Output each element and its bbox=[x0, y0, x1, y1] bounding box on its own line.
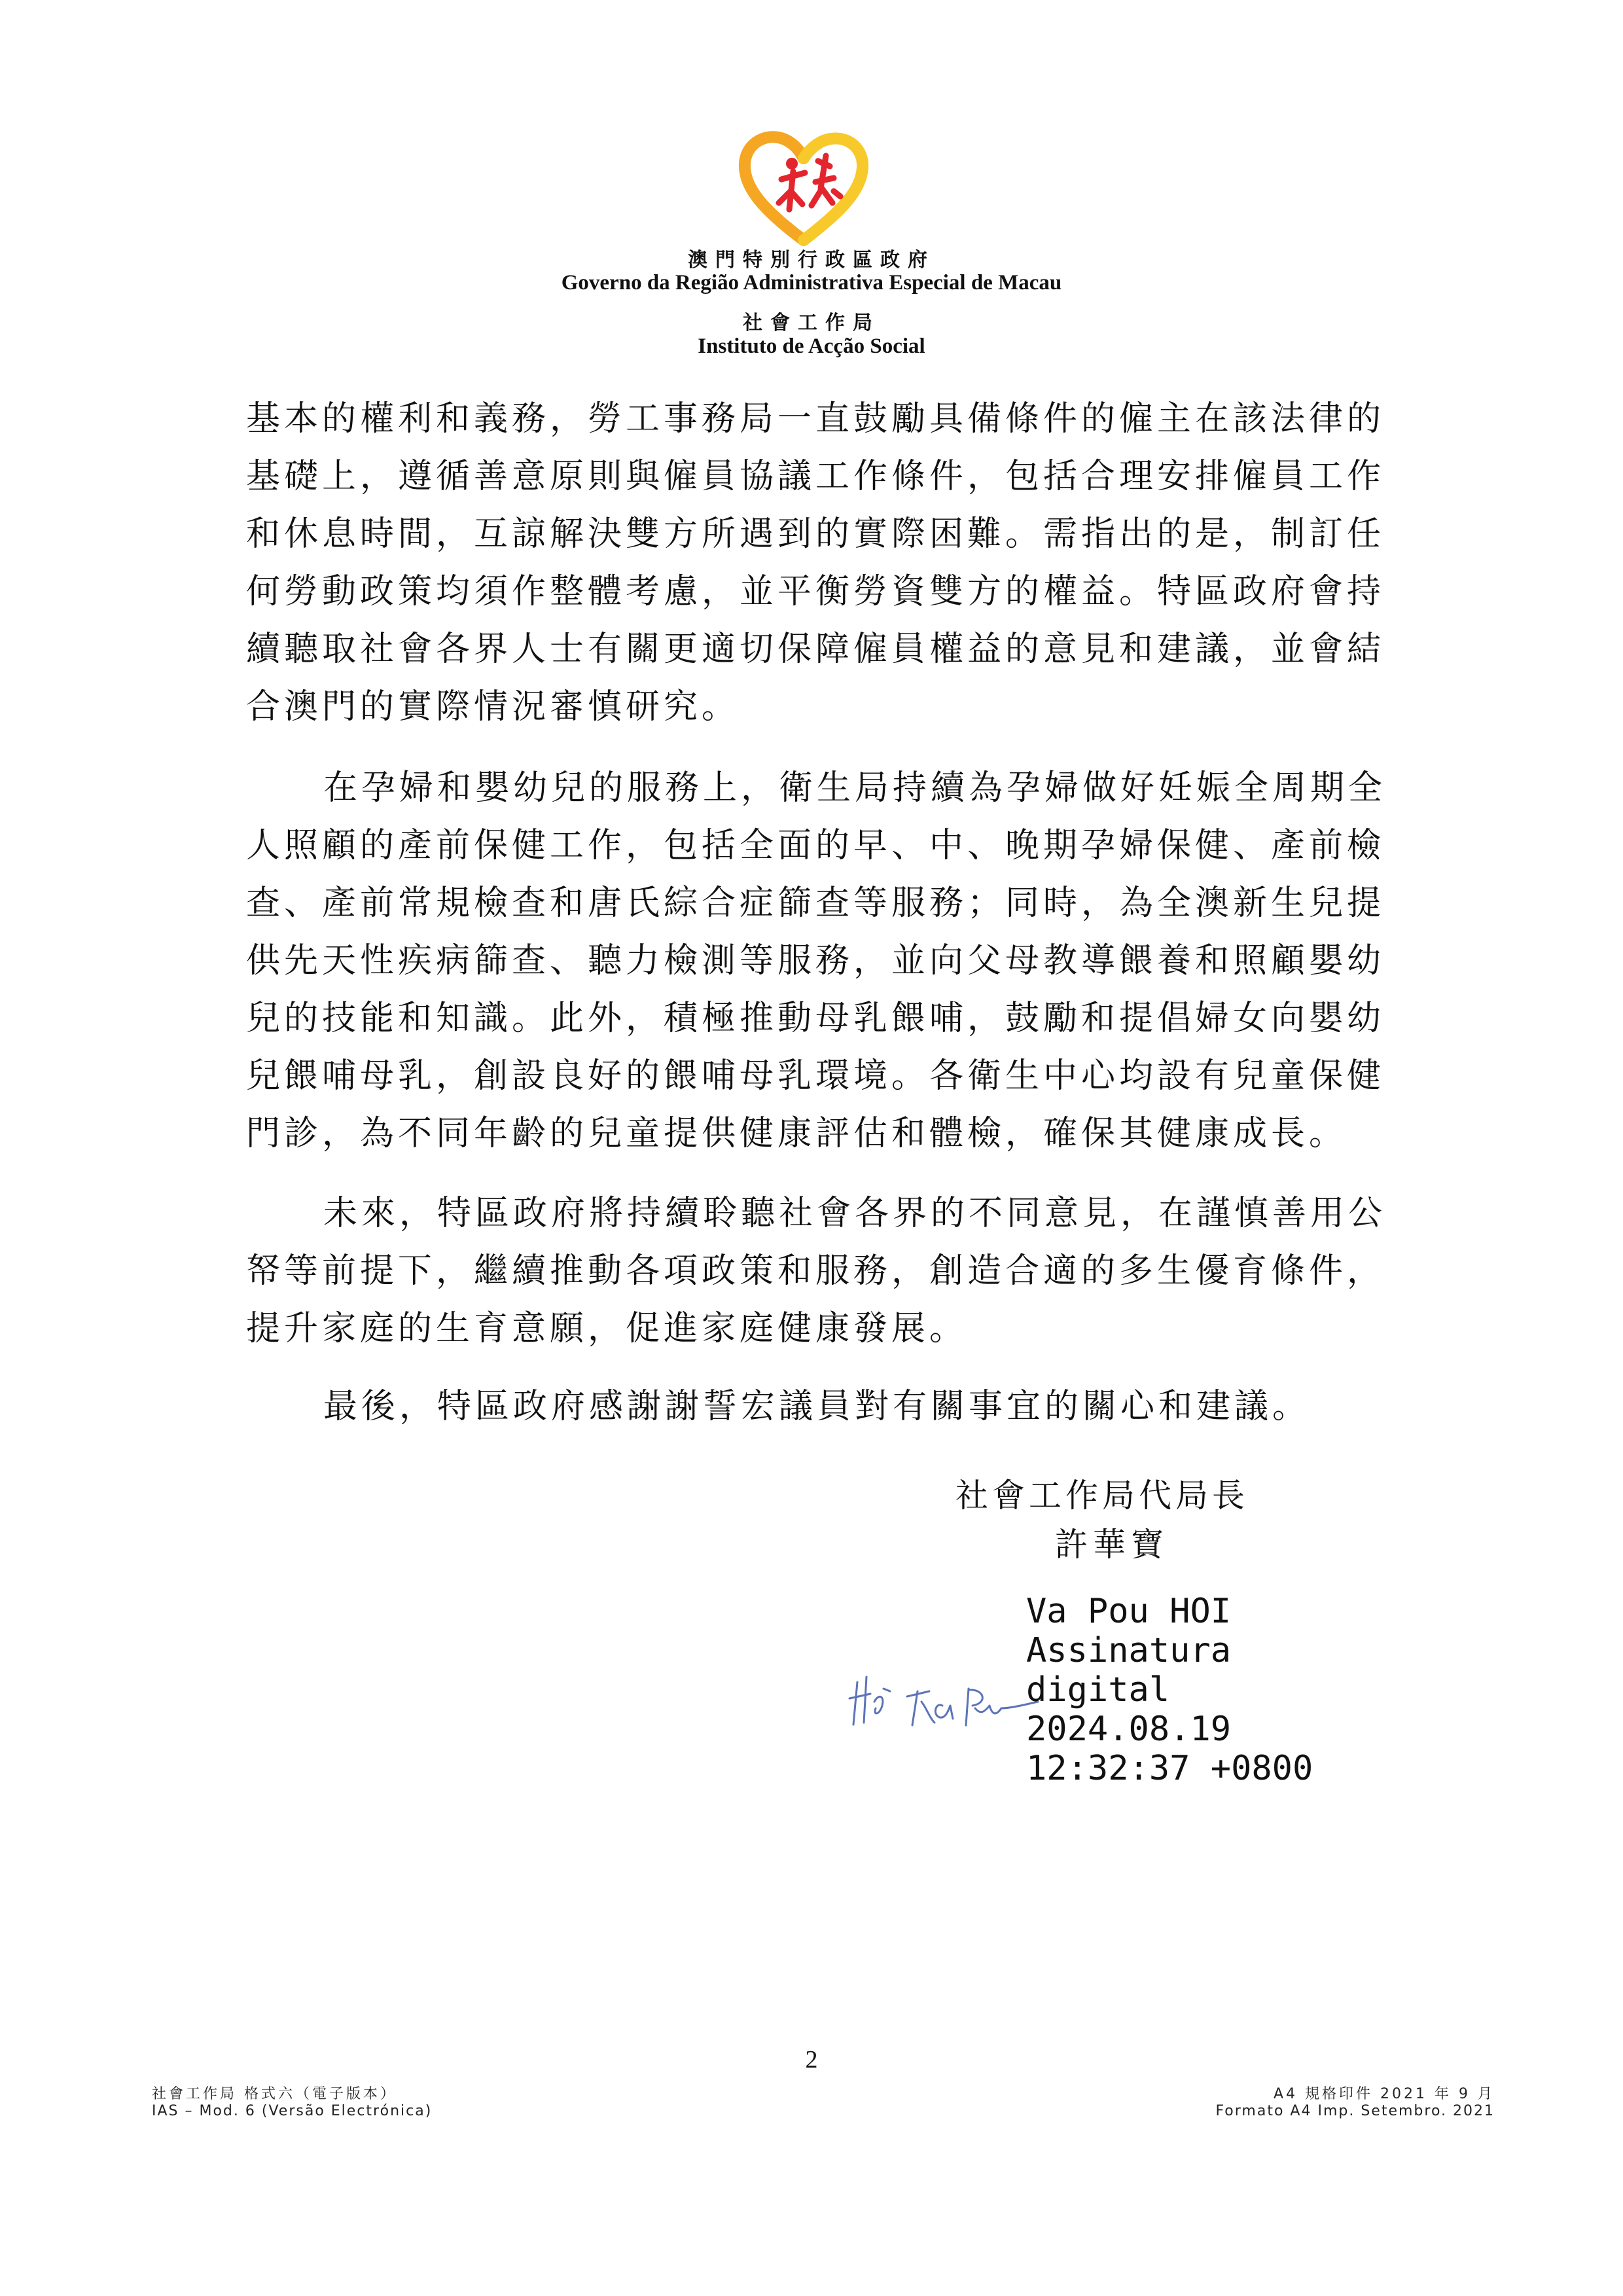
ias-heart-logo-icon bbox=[738, 126, 869, 247]
paragraph-labour-rights bbox=[246, 390, 1398, 736]
text-line: 續聽取社會各界人士有關更適切保障僱員權益的意見和建議，並會結 bbox=[246, 630, 1385, 669]
paragraph-future-policies bbox=[246, 1185, 1398, 1357]
text-line: 未來，特區政府將持續聆聽社會各界的不同意見，在謹慎善用公 bbox=[323, 1194, 1387, 1233]
paragraph-maternal-infant-services bbox=[246, 759, 1398, 1162]
text-line: 兒餵哺母乳，創設良好的餵哺母乳環境。各衛生中心均設有兒童保健 bbox=[246, 1056, 1385, 1096]
digital-signer-name: Va Pou HOI bbox=[1026, 1592, 1232, 1631]
text-line: 帑等前提下，繼續推動各項政策和服務，創造合適的多生優育條件， bbox=[246, 1251, 1385, 1291]
institute-name-chinese: 社會工作局 bbox=[743, 312, 880, 334]
footer-form-code-chinese: 社會工作局 格式六（電子版本） bbox=[152, 2086, 397, 2102]
footer-form-code-portuguese: IAS – Mod. 6 (Versão Electrónica) bbox=[152, 2103, 433, 2119]
text-line: 門診，為不同年齡的兒童提供健康評估和體檢，確保其健康成長。 bbox=[246, 1114, 1347, 1153]
text-line: 提升家庭的生育意願，促進家庭健康發展。 bbox=[246, 1309, 968, 1348]
handwritten-signature-icon bbox=[844, 1662, 1041, 1734]
footer-print-format-chinese: A4 規格印件 2021 年 9 月 bbox=[1274, 2086, 1495, 2102]
text-line: 基礎上，遵循善意原則與僱員協議工作條件，包括合理安排僱員工作 bbox=[246, 457, 1385, 496]
paragraph-closing-thanks bbox=[246, 1378, 1398, 1435]
text-line: 查、產前常規檢查和唐氏綜合症篩查等服務；同時，為全澳新生兒提 bbox=[246, 884, 1385, 923]
institute-name-portuguese: Instituto de Acção Social bbox=[698, 334, 925, 358]
digital-signature-time: 12:32:37 +0800 bbox=[1026, 1749, 1313, 1788]
text-line: 基本的權利和義務，勞工事務局一直鼓勵具備條件的僱主在該法律的 bbox=[246, 399, 1385, 439]
digital-signature-label: digital bbox=[1026, 1670, 1170, 1710]
footer-print-format-portuguese: Formato A4 Imp. Setembro. 2021 bbox=[1215, 2103, 1495, 2119]
page-number: 2 bbox=[805, 2046, 818, 2073]
text-line: 在孕婦和嬰幼兒的服務上，衛生局持續為孕婦做好妊娠全周期全 bbox=[323, 768, 1387, 808]
text-line: 何勞動政策均須作整體考慮，並平衡勞資雙方的權益。特區政府會持 bbox=[246, 572, 1385, 611]
text-line: 最後，特區政府感謝謝誓宏議員對有關事宜的關心和建議。 bbox=[323, 1387, 1311, 1426]
digital-signature-stamp bbox=[1026, 1592, 1313, 1788]
text-line: 兒的技能和知識。此外，積極推動母乳餵哺，鼓勵和提倡婦女向嬰幼 bbox=[246, 999, 1385, 1038]
government-name-portuguese: Governo da Região Administrativa Especial de Macau bbox=[561, 271, 1062, 295]
government-name-chinese: 澳門特別行政區政府 bbox=[688, 249, 935, 272]
text-line: 合澳門的實際情況審慎研究。 bbox=[246, 687, 740, 726]
text-line: 人照顧的產前保健工作，包括全面的早、中、晚期孕婦保健、產前檢 bbox=[246, 826, 1385, 865]
signatory-title: 社會工作局代局長 bbox=[955, 1477, 1249, 1515]
text-line: 和休息時間，互諒解決雙方所遇到的實際困難。需指出的是，制訂任 bbox=[246, 514, 1385, 554]
text-line: 供先天性疾病篩查、聽力檢測等服務，並向父母教導餵養和照顧嬰幼 bbox=[246, 941, 1385, 980]
signatory-name: 許華寶 bbox=[1055, 1526, 1169, 1564]
digital-signature-date: 2024.08.19 bbox=[1026, 1710, 1232, 1749]
digital-signature-label: Assinatura bbox=[1026, 1631, 1232, 1670]
